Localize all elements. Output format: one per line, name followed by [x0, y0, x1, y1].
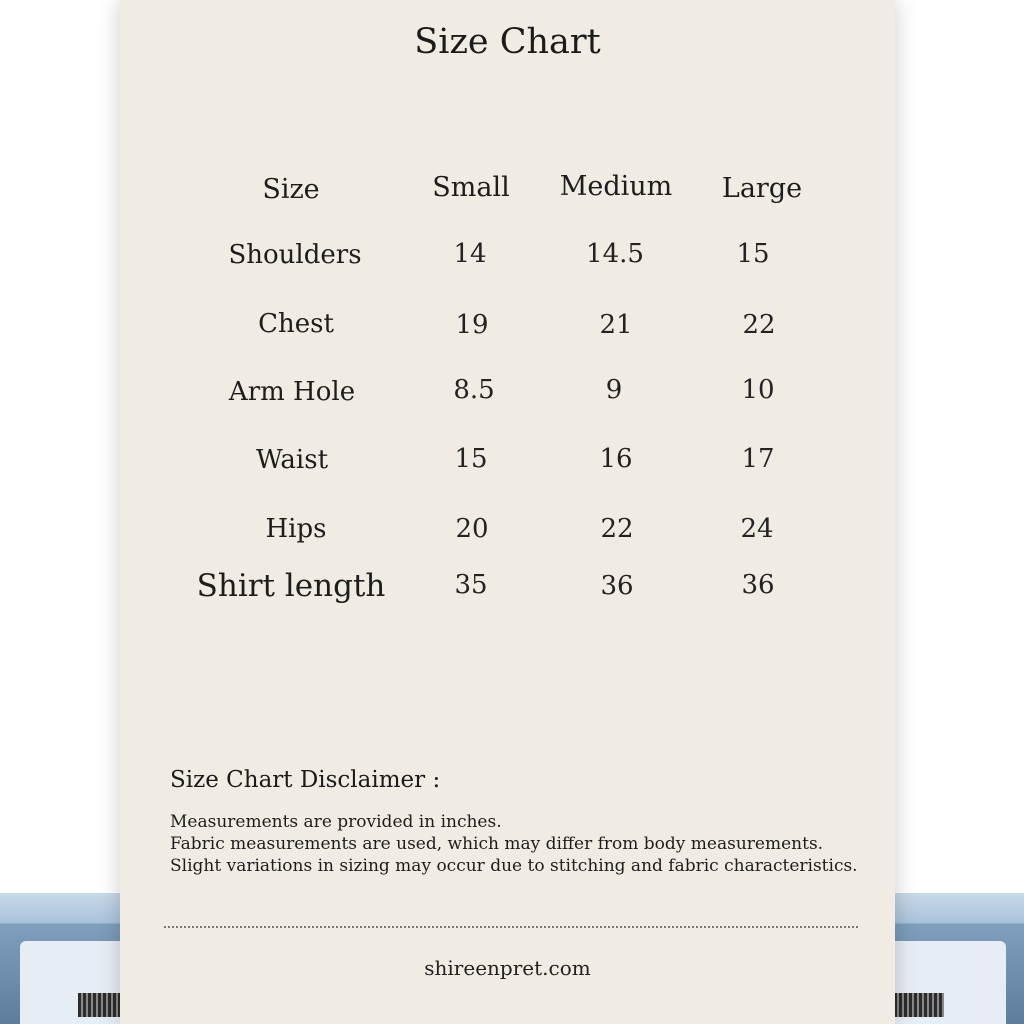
page-title: Size Chart [414, 22, 601, 62]
table-cell: 19 [455, 310, 489, 340]
row-label-chest: Chest [258, 309, 334, 339]
website-text: shireenpret.com [424, 956, 591, 980]
header-medium: Medium [559, 171, 673, 202]
table-cell: 17 [741, 444, 775, 474]
table-cell: 22 [742, 310, 776, 340]
table-cell: 10 [741, 375, 775, 405]
disclaimer-line: Slight variations in sizing may occur due to stitching and fabric characteristics. [170, 856, 858, 876]
row-label-shirt-length: Shirt length [196, 568, 386, 604]
size-chart-paper [120, 0, 895, 1024]
table-cell: 15 [454, 444, 488, 474]
printer-vent-left [78, 993, 120, 1017]
header-large: Large [721, 173, 803, 204]
table-cell: 20 [455, 514, 489, 544]
table-cell: 8.5 [453, 375, 495, 405]
table-cell: 14 [453, 239, 487, 269]
table-cell: 35 [454, 570, 488, 600]
row-label-arm-hole: Arm Hole [228, 377, 356, 407]
table-cell: 16 [599, 444, 633, 474]
header-small: Small [432, 172, 510, 203]
row-label-hips: Hips [265, 514, 327, 544]
disclaimer-title: Size Chart Disclaimer : [170, 767, 441, 793]
table-cell: 9 [605, 375, 623, 405]
table-cell: 14.5 [586, 239, 644, 269]
printer-vent-right [894, 993, 944, 1017]
table-cell: 21 [599, 310, 633, 340]
row-label-waist: Waist [255, 445, 329, 475]
disclaimer-line: Fabric measurements are used, which may differ from body measurements. [170, 834, 824, 854]
disclaimer-line: Measurements are provided in inches. [170, 812, 502, 832]
table-cell: 24 [740, 514, 774, 544]
header-size: Size [262, 174, 320, 205]
table-cell: 22 [600, 514, 634, 544]
table-cell: 36 [741, 570, 775, 600]
table-cell: 36 [600, 571, 634, 601]
dotted-divider [164, 926, 858, 928]
table-cell: 15 [736, 239, 770, 269]
row-label-shoulders: Shoulders [228, 240, 362, 270]
